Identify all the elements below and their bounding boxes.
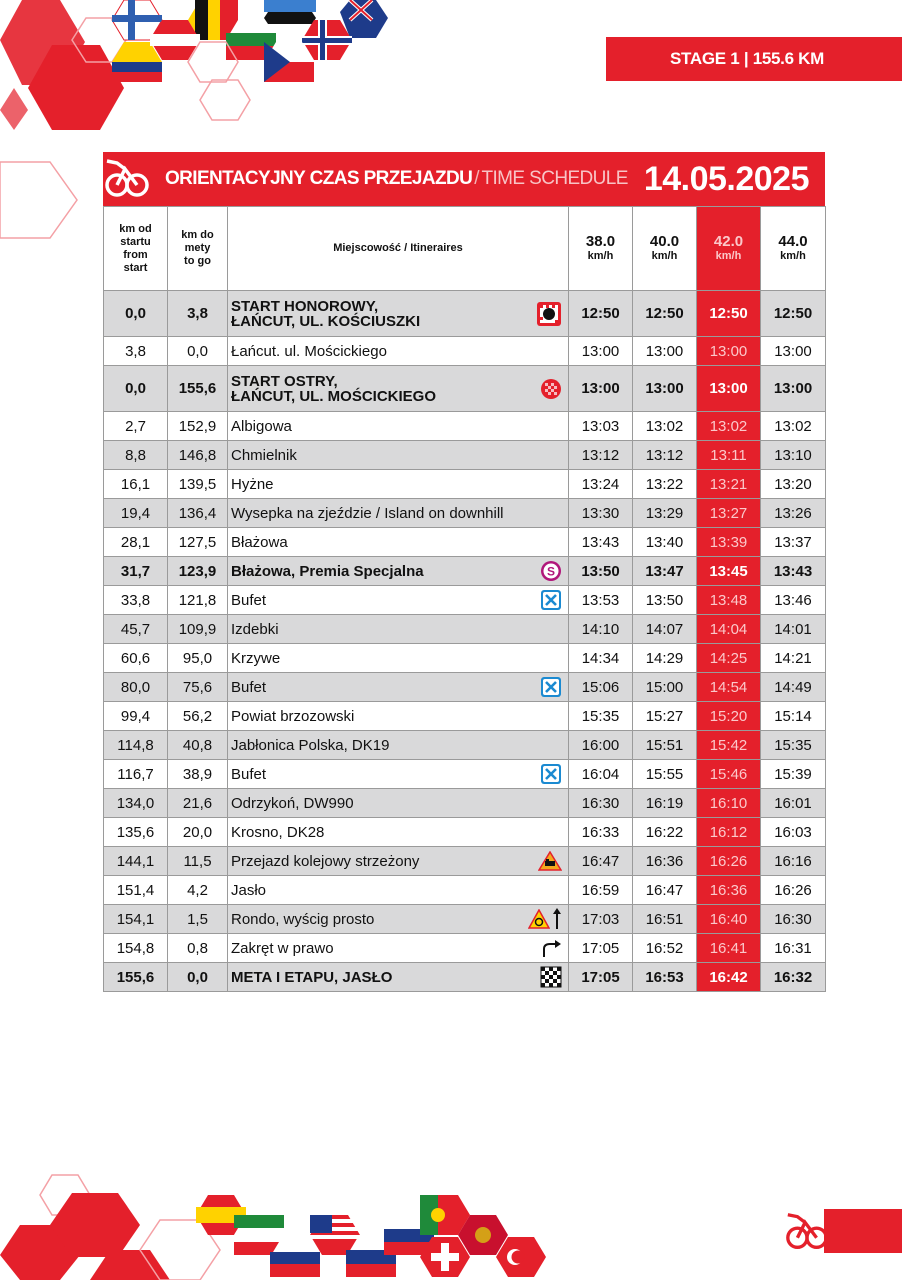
itinerary-cell <box>228 789 569 818</box>
time-40-cell: 13:40 <box>633 528 697 557</box>
time-42-cell: 13:00 <box>697 337 761 366</box>
itinerary-label: Zakręt w prawo <box>231 940 334 958</box>
table-row <box>104 291 826 337</box>
time-44-cell: 13:26 <box>761 499 826 528</box>
time-44-cell: 16:32 <box>761 963 826 992</box>
time-42-cell: 16:42 <box>697 963 761 992</box>
special-sprint-icon <box>540 560 562 582</box>
km-from-start-cell: 116,7 <box>104 760 168 789</box>
time-42-cell: 13:21 <box>697 470 761 499</box>
km-from-start-cell: 144,1 <box>104 847 168 876</box>
km-from-start-cell: 45,7 <box>104 615 168 644</box>
km-to-go-cell: 21,6 <box>168 789 228 818</box>
km-to-go-cell: 0,0 <box>168 337 228 366</box>
itinerary-label: Bufet <box>231 766 267 784</box>
svg-text:S: S <box>546 564 556 579</box>
time-44-cell: 13:00 <box>761 337 826 366</box>
itinerary-cell <box>228 412 569 441</box>
time-42-cell: 16:41 <box>697 934 761 963</box>
time-42-cell: 14:54 <box>697 673 761 702</box>
time-44-cell: 14:49 <box>761 673 826 702</box>
time-44-cell: 13:43 <box>761 557 826 586</box>
itinerary-cell <box>228 818 569 847</box>
time-42-cell: 13:48 <box>697 586 761 615</box>
time-40-cell: 16:52 <box>633 934 697 963</box>
km-to-go-cell: 136,4 <box>168 499 228 528</box>
time-38-cell: 16:00 <box>569 731 633 760</box>
time-42-cell: 13:27 <box>697 499 761 528</box>
time-40-cell: 15:51 <box>633 731 697 760</box>
itinerary-cell <box>228 615 569 644</box>
itinerary-label: Krosno, DK28 <box>231 824 325 842</box>
itinerary-cell <box>228 586 569 615</box>
km-to-go-cell: 155,6 <box>168 366 228 412</box>
time-38-cell: 15:35 <box>569 702 633 731</box>
itinerary-label: START HONOROWY, ŁAŃCUT, UL. KOŚCIUSZKI <box>231 297 421 330</box>
km-to-go-cell: 123,9 <box>168 557 228 586</box>
itinerary-label: START OSTRY, ŁAŃCUT, UL. MOŚCICKIEGO <box>231 372 436 405</box>
table-row <box>104 528 826 557</box>
itinerary-cell <box>228 673 569 702</box>
km-from-start-cell: 135,6 <box>104 818 168 847</box>
time-42-cell: 16:36 <box>697 876 761 905</box>
title-separator: / <box>474 168 480 189</box>
km-to-go-cell: 121,8 <box>168 586 228 615</box>
time-40-cell: 16:22 <box>633 818 697 847</box>
km-to-go-cell: 75,6 <box>168 673 228 702</box>
km-to-go-cell: 146,8 <box>168 441 228 470</box>
km-to-go-cell: 11,5 <box>168 847 228 876</box>
time-42-cell: 13:39 <box>697 528 761 557</box>
time-38-cell: 15:06 <box>569 673 633 702</box>
itinerary-cell <box>228 760 569 789</box>
itinerary-label: Wysepka na zjeździe / Island on downhill <box>231 505 504 523</box>
column-speed-42: 42.0 km/h <box>697 207 761 291</box>
km-to-go-cell: 127,5 <box>168 528 228 557</box>
itinerary-cell <box>228 644 569 673</box>
itinerary-label: Izdebki <box>231 621 279 639</box>
time-38-cell: 13:12 <box>569 441 633 470</box>
km-to-go-cell: 38,9 <box>168 760 228 789</box>
feed-zone-icon <box>540 763 562 785</box>
table-row <box>104 366 826 412</box>
km-to-go-cell: 40,8 <box>168 731 228 760</box>
time-40-cell: 16:47 <box>633 876 697 905</box>
time-42-cell: 16:40 <box>697 905 761 934</box>
time-44-cell: 13:10 <box>761 441 826 470</box>
table-row <box>104 337 826 366</box>
time-40-cell: 13:00 <box>633 366 697 412</box>
km-from-start-cell: 154,1 <box>104 905 168 934</box>
itinerary-cell <box>228 702 569 731</box>
bicycle-logo-icon <box>103 155 151 203</box>
table-row <box>104 789 826 818</box>
time-38-cell: 13:00 <box>569 337 633 366</box>
km-from-start-cell: 114,8 <box>104 731 168 760</box>
itinerary-cell <box>228 847 569 876</box>
km-from-start-cell: 16,1 <box>104 470 168 499</box>
km-to-go-cell: 139,5 <box>168 470 228 499</box>
flags-hexagon-decoration-top <box>0 0 400 135</box>
km-from-start-cell: 60,6 <box>104 644 168 673</box>
itinerary-label: Powiat brzozowski <box>231 708 355 726</box>
table-row <box>104 470 826 499</box>
km-from-start-cell: 151,4 <box>104 876 168 905</box>
itinerary-cell <box>228 441 569 470</box>
table-row <box>104 847 826 876</box>
time-38-cell: 17:05 <box>569 934 633 963</box>
time-42-cell: 13:11 <box>697 441 761 470</box>
itinerary-label: Odrzykoń, DW990 <box>231 795 354 813</box>
km-from-start-cell: 2,7 <box>104 412 168 441</box>
time-38-cell: 13:24 <box>569 470 633 499</box>
time-40-cell: 14:07 <box>633 615 697 644</box>
km-to-go-cell: 0,8 <box>168 934 228 963</box>
time-44-cell: 15:35 <box>761 731 826 760</box>
km-from-start-cell: 0,0 <box>104 366 168 412</box>
itinerary-label: Jabłonica Polska, DK19 <box>231 737 390 755</box>
time-44-cell: 16:16 <box>761 847 826 876</box>
km-from-start-cell: 155,6 <box>104 963 168 992</box>
time-42-cell: 16:26 <box>697 847 761 876</box>
time-schedule-table <box>103 206 826 992</box>
km-from-start-cell: 31,7 <box>104 557 168 586</box>
km-to-go-cell: 4,2 <box>168 876 228 905</box>
itinerary-label: Rondo, wyścig prosto <box>231 911 375 929</box>
column-speed-38: 38.0 km/h <box>569 207 633 291</box>
time-44-cell: 16:31 <box>761 934 826 963</box>
column-km-from-start: km od startu from start <box>104 207 168 291</box>
itinerary-label: Jasło <box>231 882 267 900</box>
time-38-cell: 13:50 <box>569 557 633 586</box>
table-row <box>104 499 826 528</box>
time-40-cell: 14:29 <box>633 644 697 673</box>
time-38-cell: 17:05 <box>569 963 633 992</box>
itinerary-cell <box>228 470 569 499</box>
time-44-cell: 14:21 <box>761 644 826 673</box>
hexagon-outline-decoration <box>0 150 80 250</box>
time-44-cell: 13:02 <box>761 412 826 441</box>
time-38-cell: 13:03 <box>569 412 633 441</box>
start-flag-icon <box>536 301 562 327</box>
table-row <box>104 412 826 441</box>
km-from-start-cell: 28,1 <box>104 528 168 557</box>
km-from-start-cell: 134,0 <box>104 789 168 818</box>
itinerary-label: Bufet <box>231 592 267 610</box>
bicycle-logo-icon <box>784 1209 830 1255</box>
itinerary-label: META I ETAPU, JASŁO <box>231 969 393 987</box>
km-from-start-cell: 33,8 <box>104 586 168 615</box>
table-row <box>104 818 826 847</box>
km-from-start-cell: 0,0 <box>104 291 168 337</box>
time-44-cell: 16:01 <box>761 789 826 818</box>
km-from-start-cell: 99,4 <box>104 702 168 731</box>
time-40-cell: 16:51 <box>633 905 697 934</box>
time-38-cell: 13:30 <box>569 499 633 528</box>
time-42-cell: 15:20 <box>697 702 761 731</box>
km-to-go-cell: 56,2 <box>168 702 228 731</box>
time-40-cell: 15:00 <box>633 673 697 702</box>
km-to-go-cell: 3,8 <box>168 291 228 337</box>
time-38-cell: 16:30 <box>569 789 633 818</box>
time-38-cell: 16:59 <box>569 876 633 905</box>
time-40-cell: 15:27 <box>633 702 697 731</box>
time-40-cell: 16:53 <box>633 963 697 992</box>
time-44-cell: 16:30 <box>761 905 826 934</box>
time-38-cell: 13:43 <box>569 528 633 557</box>
time-44-cell: 15:14 <box>761 702 826 731</box>
km-to-go-cell: 20,0 <box>168 818 228 847</box>
itinerary-cell <box>228 499 569 528</box>
time-38-cell: 16:47 <box>569 847 633 876</box>
time-38-cell: 13:00 <box>569 366 633 412</box>
time-40-cell: 13:50 <box>633 586 697 615</box>
time-40-cell: 13:22 <box>633 470 697 499</box>
turn-right-icon <box>540 938 562 958</box>
feed-zone-icon <box>540 589 562 611</box>
table-row <box>104 731 826 760</box>
km-to-go-cell: 0,0 <box>168 963 228 992</box>
itinerary-label: Albigowa <box>231 418 292 436</box>
stage-banner: STAGE 1 | 155.6 KM <box>606 37 902 81</box>
feed-zone-icon <box>540 676 562 698</box>
time-44-cell: 13:46 <box>761 586 826 615</box>
time-42-cell: 16:10 <box>697 789 761 818</box>
time-40-cell: 13:00 <box>633 337 697 366</box>
table-row <box>104 905 826 934</box>
railway-crossing-icon <box>538 851 562 871</box>
time-44-cell: 13:37 <box>761 528 826 557</box>
time-42-cell: 13:02 <box>697 412 761 441</box>
itinerary-cell <box>228 557 569 586</box>
column-speed-44: 44.0 km/h <box>761 207 826 291</box>
time-38-cell: 13:53 <box>569 586 633 615</box>
table-row <box>104 934 826 963</box>
time-40-cell: 16:19 <box>633 789 697 818</box>
table-row <box>104 557 826 586</box>
time-40-cell: 13:47 <box>633 557 697 586</box>
table-row <box>104 702 826 731</box>
itinerary-cell <box>228 291 569 337</box>
km-to-go-cell: 1,5 <box>168 905 228 934</box>
itinerary-cell <box>228 963 569 992</box>
time-42-cell: 13:45 <box>697 557 761 586</box>
time-38-cell: 16:04 <box>569 760 633 789</box>
itinerary-cell <box>228 876 569 905</box>
itinerary-cell <box>228 934 569 963</box>
itinerary-label: Przejazd kolejowy strzeżony <box>231 853 420 871</box>
km-from-start-cell: 80,0 <box>104 673 168 702</box>
itinerary-label: Hyżne <box>231 476 274 494</box>
km-to-go-cell: 152,9 <box>168 412 228 441</box>
time-42-cell: 16:12 <box>697 818 761 847</box>
itinerary-label: Łańcut. ul. Mościckiego <box>231 343 387 361</box>
km-from-start-cell: 154,8 <box>104 934 168 963</box>
time-38-cell: 17:03 <box>569 905 633 934</box>
roundabout-straight-icon <box>528 908 562 930</box>
time-40-cell: 12:50 <box>633 291 697 337</box>
time-42-cell: 12:50 <box>697 291 761 337</box>
itinerary-label: Chmielnik <box>231 447 297 465</box>
time-44-cell: 13:20 <box>761 470 826 499</box>
start-circle-icon <box>540 378 562 400</box>
time-38-cell: 12:50 <box>569 291 633 337</box>
time-38-cell: 14:34 <box>569 644 633 673</box>
km-to-go-cell: 95,0 <box>168 644 228 673</box>
time-40-cell: 13:12 <box>633 441 697 470</box>
schedule-header <box>103 152 825 206</box>
itinerary-label: Bufet <box>231 679 267 697</box>
time-40-cell: 13:02 <box>633 412 697 441</box>
table-row <box>104 963 826 992</box>
table-row <box>104 441 826 470</box>
time-40-cell: 15:55 <box>633 760 697 789</box>
table-row <box>104 673 826 702</box>
finish-flag-icon <box>540 966 562 988</box>
table-row <box>104 644 826 673</box>
time-42-cell: 15:42 <box>697 731 761 760</box>
title-polish: ORIENTACYJNY CZAS PRZEJAZDU <box>165 168 473 189</box>
title-english: TIME SCHEDULE <box>481 168 628 189</box>
time-38-cell: 14:10 <box>569 615 633 644</box>
column-km-to-go: km do mety to go <box>168 207 228 291</box>
table-row <box>104 760 826 789</box>
time-40-cell: 13:29 <box>633 499 697 528</box>
time-44-cell: 16:26 <box>761 876 826 905</box>
column-speed-40: 40.0 km/h <box>633 207 697 291</box>
km-from-start-cell: 8,8 <box>104 441 168 470</box>
itinerary-cell <box>228 337 569 366</box>
column-itinerary: Miejscowość / Itineraires <box>228 207 569 291</box>
table-row <box>104 586 826 615</box>
time-42-cell: 14:25 <box>697 644 761 673</box>
itinerary-label: Błażowa <box>231 534 288 552</box>
table-header-row <box>104 207 826 291</box>
time-42-cell: 14:04 <box>697 615 761 644</box>
itinerary-label: Krzywe <box>231 650 281 668</box>
km-to-go-cell: 109,9 <box>168 615 228 644</box>
time-44-cell: 16:03 <box>761 818 826 847</box>
table-row <box>104 876 826 905</box>
time-40-cell: 16:36 <box>633 847 697 876</box>
itinerary-cell <box>228 528 569 557</box>
itinerary-cell <box>228 731 569 760</box>
time-42-cell: 15:46 <box>697 760 761 789</box>
time-42-cell: 13:00 <box>697 366 761 412</box>
time-38-cell: 16:33 <box>569 818 633 847</box>
time-44-cell: 13:00 <box>761 366 826 412</box>
time-44-cell: 15:39 <box>761 760 826 789</box>
footer-badge <box>824 1209 902 1253</box>
km-from-start-cell: 19,4 <box>104 499 168 528</box>
itinerary-cell <box>228 905 569 934</box>
time-44-cell: 14:01 <box>761 615 826 644</box>
km-from-start-cell: 3,8 <box>104 337 168 366</box>
itinerary-label: Błażowa, Premia Specjalna <box>231 563 424 581</box>
table-row <box>104 615 826 644</box>
itinerary-cell <box>228 366 569 412</box>
time-44-cell: 12:50 <box>761 291 826 337</box>
flags-hexagon-decoration-bottom <box>0 1165 560 1280</box>
schedule-date: 14.05.2025 <box>643 159 809 198</box>
